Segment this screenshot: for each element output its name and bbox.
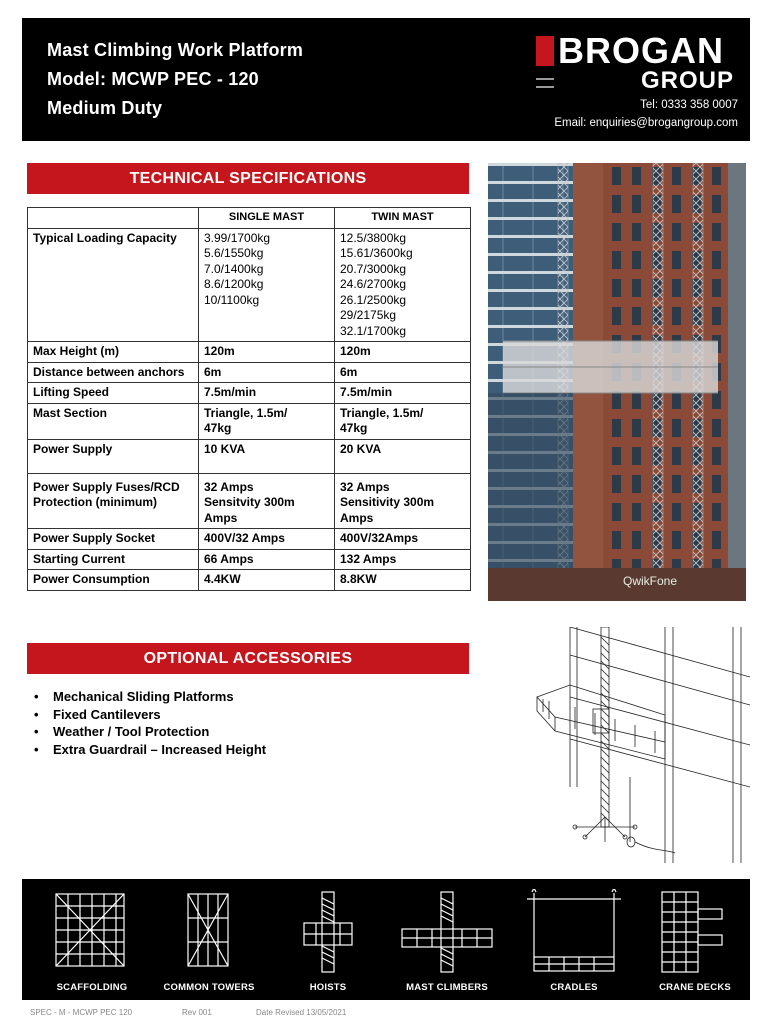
row-label: Max Height (m): [28, 342, 199, 363]
document-code: SPEC - M - MCWP PEC 120: [30, 1008, 133, 1017]
contact-info: [554, 96, 738, 132]
footer-category-crane-decks[interactable]: [644, 879, 746, 1000]
single-mast-value: 120m: [199, 342, 335, 363]
table-row: [28, 362, 471, 383]
footer-label-mast-climbers: MAST CLIMBERS: [406, 982, 488, 993]
row-label: Power Supply: [28, 439, 199, 473]
single-mast-value: 10 KVA: [199, 439, 335, 473]
cradles-icon: [519, 889, 629, 974]
footer-category-scaffolding[interactable]: [42, 879, 142, 1000]
logo-group-text: GROUP: [640, 67, 734, 94]
crane-decks-icon: [644, 889, 746, 974]
twin-mast-value: Triangle, 1.5m/ 47kg: [335, 403, 471, 439]
list-item: • Weather / Tool Protection: [34, 723, 266, 741]
mast-climbers-icon: [397, 889, 497, 974]
accessories-list: [34, 688, 266, 758]
twin-mast-value: 400V/32Amps: [335, 529, 471, 550]
document-revision: Rev 001: [182, 1008, 212, 1017]
table-row: [28, 228, 471, 342]
column-header-single-mast: SINGLE MAST: [199, 208, 335, 229]
optional-accessories-heading: OPTIONAL ACCESSORIES: [27, 643, 469, 674]
contact-email[interactable]: Email: enquiries@brogangroup.com: [554, 117, 738, 129]
document-revised-date: Date Revised 13/05/2021: [256, 1008, 347, 1017]
table-row: [28, 570, 471, 591]
row-label: Starting Current: [28, 549, 199, 570]
footer-category-common-towers[interactable]: [154, 879, 264, 1000]
single-mast-value: 32 Amps Sensitvity 300m Amps: [199, 473, 335, 529]
single-mast-value: 400V/32 Amps: [199, 529, 335, 550]
hoists-icon: [280, 889, 376, 974]
footer-category-mast-climbers[interactable]: [397, 879, 497, 1000]
twin-mast-value: 120m: [335, 342, 471, 363]
mast-climber-on-building-image: [488, 163, 746, 601]
row-label: Typical Loading Capacity: [28, 228, 199, 342]
table-row: [28, 473, 471, 529]
technical-specifications-heading: TECHNICAL SPECIFICATIONS: [27, 163, 469, 194]
single-mast-value: Triangle, 1.5m/ 47kg: [199, 403, 335, 439]
footer-label-cradles: CRADLES: [550, 982, 598, 993]
header-banner: [22, 18, 750, 141]
single-mast-value: 7.5m/min: [199, 383, 335, 404]
common-towers-icon: [154, 889, 264, 974]
title-line-1: Mast Climbing Work Platform: [47, 40, 304, 60]
footer-label-hoists: HOISTS: [309, 982, 347, 993]
twin-mast-value: 20 KVA: [335, 439, 471, 473]
column-header-twin-mast: TWIN MAST: [335, 208, 471, 229]
single-mast-value: 66 Amps: [199, 549, 335, 570]
column-header: [28, 208, 199, 229]
table-row: [28, 403, 471, 439]
title-line-2: Model: MCWP PEC - 120: [47, 69, 259, 89]
twin-mast-value: 6m: [335, 362, 471, 383]
footer-category-hoists[interactable]: [280, 879, 376, 1000]
logo-brand-text: BROGAN: [558, 30, 724, 71]
twin-mast-value: 132 Amps: [335, 549, 471, 570]
title-line-3: Medium Duty: [47, 98, 163, 118]
footer-category-cradles[interactable]: [519, 879, 629, 1000]
photo-sign-text: QwikFone: [623, 574, 678, 588]
logo-divider: [536, 86, 554, 88]
footer-label-common-towers: COMMON TOWERS: [163, 982, 255, 993]
table-row: [28, 439, 471, 473]
single-mast-value: 3.99/1700kg 5.6/1550kg 7.0/1400kg 8.6/1200kg 10/1100kg: [199, 228, 335, 342]
row-label: Mast Section: [28, 403, 199, 439]
table-row: [28, 342, 471, 363]
twin-mast-value: 32 Amps Sensitivity 300m Amps: [335, 473, 471, 529]
list-item: • Fixed Cantilevers: [34, 706, 266, 724]
twin-mast-value: 7.5m/min: [335, 383, 471, 404]
single-mast-value: 4.4KW: [199, 570, 335, 591]
row-label: Lifting Speed: [28, 383, 199, 404]
row-label: Power Consumption: [28, 570, 199, 591]
service-categories-footer: [22, 879, 750, 1000]
mast-climber-line-drawing: [515, 627, 750, 863]
specifications-table: [27, 207, 471, 591]
table-row: [28, 549, 471, 570]
twin-mast-value: 12.5/3800kg 15.61/3600kg 20.7/3000kg 24.6/2700kg 26.1/2500kg 29/2175kg 32.1/1700kg: [335, 228, 471, 342]
row-label: Distance between anchors: [28, 362, 199, 383]
twin-mast-value: 8.8KW: [335, 570, 471, 591]
footer-label-scaffolding: SCAFFOLDING: [56, 982, 128, 993]
list-item: • Mechanical Sliding Platforms: [34, 688, 266, 706]
document-title: [47, 36, 303, 123]
row-label: Power Supply Socket: [28, 529, 199, 550]
table-row: [28, 529, 471, 550]
table-row: [28, 383, 471, 404]
scaffolding-icon: [42, 889, 142, 974]
list-item: • Extra Guardrail – Increased Height: [34, 741, 266, 759]
footer-label-crane-decks: CRANE DECKS: [659, 982, 731, 993]
table-header-row: [28, 208, 471, 229]
logo-divider: [536, 78, 554, 80]
building-photo: [488, 163, 746, 601]
row-label: Power Supply Fuses/RCD Protection (minimum): [28, 473, 199, 529]
contact-phone[interactable]: Tel: 0333 358 0007: [640, 99, 738, 111]
single-mast-value: 6m: [199, 362, 335, 383]
logo-red-bar: [536, 36, 554, 66]
